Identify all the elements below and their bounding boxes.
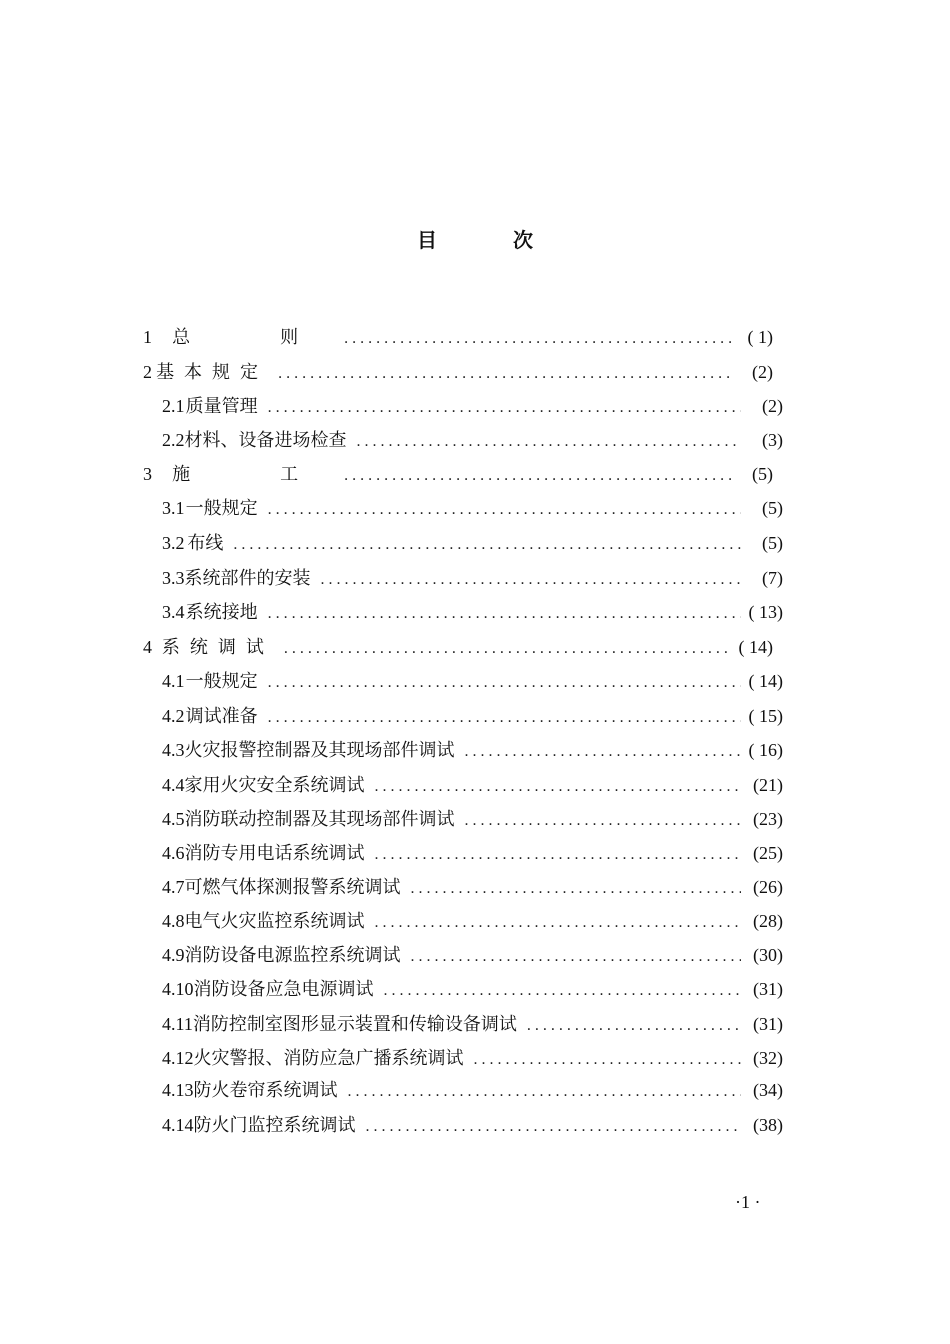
toc-label: 总 则 xyxy=(172,327,335,348)
toc-leader xyxy=(268,703,741,733)
toc-page: (31) xyxy=(753,1014,783,1034)
toc-page: (5) xyxy=(762,533,783,553)
toc-label: 消防联动控制器及其现场部件调试 xyxy=(184,809,455,830)
toc-leader xyxy=(348,1077,742,1107)
toc-leader xyxy=(366,1112,742,1142)
toc-entry-4-6[interactable] xyxy=(162,838,783,868)
toc-page: (32) xyxy=(753,1048,783,1068)
toc-entry-2[interactable] xyxy=(143,357,773,387)
page-title-part2: 次 xyxy=(513,228,533,252)
toc-label: 火灾警报、消防应急广播系统调试 xyxy=(193,1048,464,1069)
page-title-part1: 目 xyxy=(417,228,437,252)
toc-page: ( 16) xyxy=(748,740,783,760)
toc-number: 4.11 xyxy=(162,1014,193,1034)
toc-label: 消防设备应急电源调试 xyxy=(193,979,374,1000)
toc-leader xyxy=(357,427,742,457)
toc-number: 2.1 xyxy=(162,396,185,416)
toc-entry-3-4[interactable] xyxy=(162,597,783,627)
toc-leader xyxy=(465,737,742,767)
toc-label: 可燃气体探测报警系统调试 xyxy=(184,877,401,898)
toc-entry-4-14[interactable] xyxy=(162,1110,783,1140)
toc-page: ( 14) xyxy=(748,671,783,691)
toc-page: (25) xyxy=(753,843,783,863)
toc-leader xyxy=(321,565,742,595)
toc-number: 2 xyxy=(143,362,152,382)
toc-leader xyxy=(344,461,731,491)
toc-label: 系统接地 xyxy=(185,602,258,623)
toc-leader xyxy=(384,976,742,1006)
toc-label: 基本规定 xyxy=(156,362,269,383)
toc-label: 电气火灾监控系统调试 xyxy=(184,911,365,932)
toc-leader xyxy=(411,942,742,972)
toc-label: 一般规定 xyxy=(185,498,258,519)
toc-entry-3-1[interactable] xyxy=(162,493,783,523)
toc-page: (7) xyxy=(762,568,783,588)
toc-leader xyxy=(278,359,731,389)
toc-page: ( 1) xyxy=(747,327,773,347)
toc-number: 3.4 xyxy=(162,602,185,622)
toc-entry-4-5[interactable] xyxy=(162,804,783,834)
toc-entry-4-1[interactable] xyxy=(162,666,783,696)
toc-number: 2.2 xyxy=(162,430,185,450)
toc-label: 消防专用电话系统调试 xyxy=(184,843,365,864)
toc-entry-4-7[interactable] xyxy=(162,872,783,902)
toc-leader xyxy=(284,634,731,664)
toc-leader xyxy=(474,1045,742,1075)
toc-leader xyxy=(375,908,742,938)
toc-entry-4-11[interactable] xyxy=(162,1009,783,1039)
toc-number: 4.4 xyxy=(162,775,185,795)
toc-page: (21) xyxy=(753,775,783,795)
page-number: ·1 · xyxy=(735,1192,761,1212)
toc-entry-4-9[interactable] xyxy=(162,940,783,970)
toc-entry-4-3[interactable] xyxy=(162,735,783,765)
toc-number: 3.3 xyxy=(162,568,185,588)
toc-leader xyxy=(268,393,741,423)
toc-page: (2) xyxy=(762,396,783,416)
toc-number: 3.1 xyxy=(162,498,185,518)
toc-number: 1 xyxy=(143,327,152,347)
toc-number: 4 xyxy=(143,637,152,657)
toc-entry-3-2[interactable] xyxy=(162,528,783,558)
toc-label: 布线 xyxy=(187,533,224,554)
toc-leader xyxy=(233,530,741,560)
toc-page: ( 15) xyxy=(748,706,783,726)
toc-label: 防火门监控系统调试 xyxy=(193,1115,356,1136)
toc-entry-4-12[interactable] xyxy=(162,1043,783,1073)
toc-page: (26) xyxy=(753,877,783,897)
toc-label: 质量管理 xyxy=(185,396,258,417)
toc-entry-4-13[interactable] xyxy=(162,1075,783,1105)
toc-label: 消防控制室图形显示装置和传输设备调试 xyxy=(192,1014,517,1035)
toc-page: (34) xyxy=(753,1080,783,1100)
toc-number: 4.12 xyxy=(162,1048,194,1068)
toc-number: 4.13 xyxy=(162,1080,194,1100)
toc-page: (30) xyxy=(753,945,783,965)
toc-leader xyxy=(268,495,741,525)
toc-entry-4[interactable] xyxy=(143,632,773,662)
toc-number: 3.2 xyxy=(162,533,185,553)
toc-number: 4.7 xyxy=(162,877,185,897)
toc-page: (23) xyxy=(753,809,783,829)
toc-leader xyxy=(411,874,742,904)
toc-number: 4.8 xyxy=(162,911,185,931)
toc-entry-2-1[interactable] xyxy=(162,391,783,421)
toc-page: (31) xyxy=(753,979,783,999)
toc-page: (38) xyxy=(753,1115,783,1135)
toc-leader xyxy=(344,324,731,354)
toc-number: 3 xyxy=(143,464,152,484)
toc-leader xyxy=(527,1011,741,1041)
page-title xyxy=(0,224,950,253)
toc-number: 4.14 xyxy=(162,1115,194,1135)
toc-number: 4.10 xyxy=(162,979,194,999)
toc-entry-4-4[interactable] xyxy=(162,770,783,800)
toc-entry-2-2[interactable] xyxy=(162,425,783,455)
toc-number: 4.3 xyxy=(162,740,185,760)
toc-number: 4.9 xyxy=(162,945,185,965)
toc-leader xyxy=(375,772,742,802)
toc-label: 材料、设备进场检查 xyxy=(184,430,347,451)
toc-label: 火灾报警控制器及其现场部件调试 xyxy=(184,740,455,761)
toc-leader xyxy=(268,599,741,629)
toc-label: 调试准备 xyxy=(185,706,258,727)
toc-label: 消防设备电源监控系统调试 xyxy=(184,945,401,966)
toc-entry-1[interactable] xyxy=(143,322,773,352)
toc-page: (2) xyxy=(752,362,773,382)
toc-label: 系统部件的安装 xyxy=(184,568,311,589)
toc-entry-4-10[interactable] xyxy=(162,974,783,1004)
toc-number: 4.1 xyxy=(162,671,185,691)
toc-entry-3[interactable] xyxy=(143,459,773,489)
toc-page: (28) xyxy=(753,911,783,931)
toc-label: 系统调试 xyxy=(161,637,274,658)
toc-label: 施 工 xyxy=(172,464,335,485)
toc-label: 一般规定 xyxy=(185,671,258,692)
toc-leader xyxy=(268,668,741,698)
toc-leader xyxy=(375,840,742,870)
toc-page: (3) xyxy=(762,430,783,450)
toc-number: 4.6 xyxy=(162,843,185,863)
toc-page: (5) xyxy=(762,498,783,518)
toc-page: ( 14) xyxy=(738,637,773,657)
toc-label: 家用火灾安全系统调试 xyxy=(184,775,365,796)
toc-number: 4.5 xyxy=(162,809,185,829)
toc-leader xyxy=(465,806,742,836)
toc-entry-3-3[interactable] xyxy=(162,563,783,593)
toc-label: 防火卷帘系统调试 xyxy=(193,1080,338,1101)
toc-number: 4.2 xyxy=(162,706,185,726)
toc-page: (5) xyxy=(752,464,773,484)
toc-entry-4-8[interactable] xyxy=(162,906,783,936)
toc-page: ( 13) xyxy=(748,602,783,622)
toc-entry-4-2[interactable] xyxy=(162,701,783,731)
